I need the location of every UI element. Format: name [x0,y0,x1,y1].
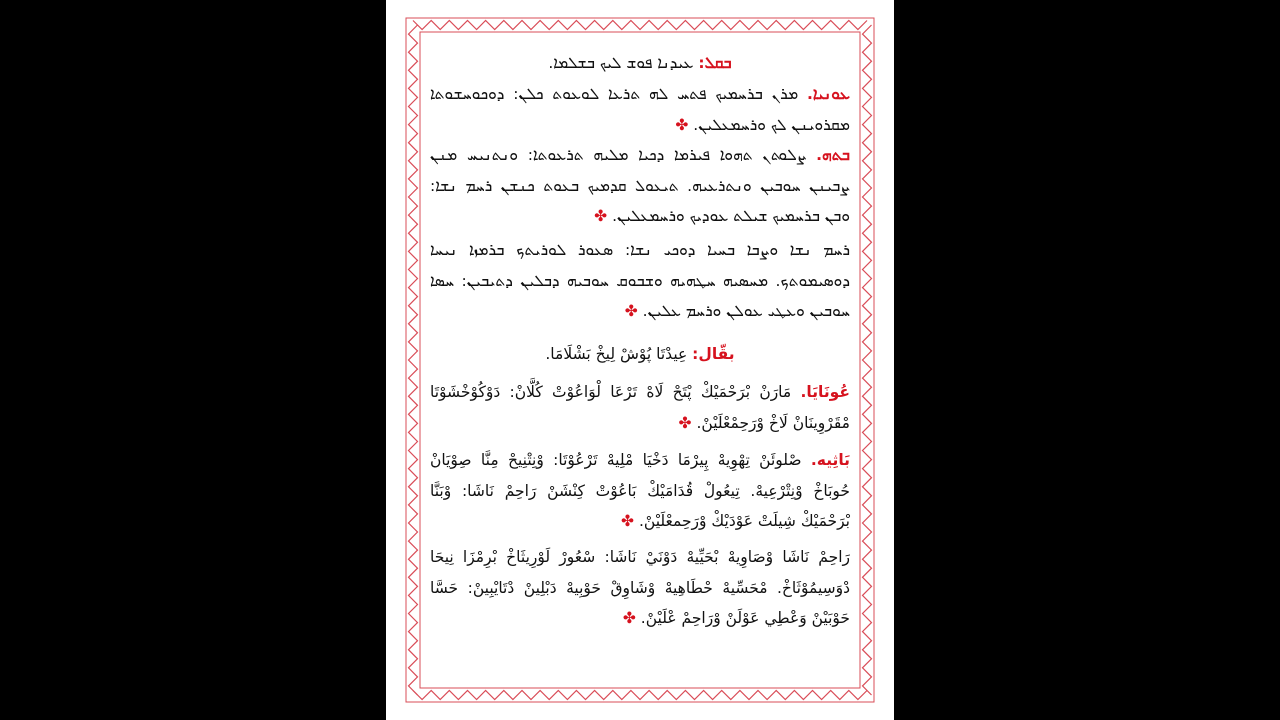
syriac-verse-1-text: ܡܪܢ ܒܪܚܡܝܟ ܦܬܚ ܠܗ ܬܪܥܐ ܠܘܥܘܬ ܟܠܢ: ܕܘܟܘܚܫܘܬܐ ܡܩܪܘܝܢܢ ܠܟ ܘܪܚܡܥܠܝܢ. [430,85,850,134]
garshuni-verse-2-label: بَاثِيه. [810,451,850,469]
garshuni-verse-2-text: صْلوئَنْ تِهْوِيهْ پِيرْمَا دَخْيَا مْلِيهْ تَرْعُوْتَا: وْنِتْنِيحْ مِنَّا صِوْيَانْ حُوبَاخْ وْنِتْرْعِيهْ. تِيعُولْ قُدَامَيْكْ بَاعُوْتْ كِنْشَنْ رَاحِمْ نَاشَا: وْبَنَّا بْرَحْمَيْكْ شِيلَتْ عَوْدَيْكْ وْرَحِمعْلَيْنْ. [430,451,850,530]
border-zigzag-left [409,25,418,695]
border-zigzag-bottom [413,691,867,700]
garshuni-verse-1 [430,377,850,438]
garshuni-verse-3-cross-icon: ✤ [622,609,636,627]
syriac-title-label: ܒܩܠ: [698,54,732,72]
syriac-verse-2-cross-icon: ✤ [594,207,608,225]
syriac-verse-3-cross-icon: ✤ [624,302,638,320]
syriac-verse-2-text: ܨܠܘܬܢ ܬܗܘܐ ܦܝܪܡܐ ܕܟܝܐ ܡܠܝܗ ܬܪܥܘܬܐ: ܘܢܬܢܝܚ ܡܢܢ ܨܒܝܢܢ ܚܘܒܝܢ ܘܢܬܪܥܝܗ. ܬܝܥܘܠ ܩܕܡܝܟ ܒܥܘܬ ܟܢܫܢ ܪܚܡ ܢܫܐ: ܘܒܢ ܒܪܚܡܝܟ ܫܝܠܬ ܥܘܕܝܟ ܘܪܚܡܥܠܝܢ. [430,146,850,225]
garshuni-title [430,339,850,370]
border-zigzag-top [413,21,867,30]
syriac-title-text: ܥܝܕܢܐ ܦܘܫ ܠܝܟ ܒܫܠܡܐ. [548,54,699,72]
syriac-verse-3 [430,235,850,327]
garshuni-verse-1-label: عُونَايَا. [800,383,850,401]
garshuni-title-text: عِيدْتَا پُوْشْ لِيخْ بَشْلَامَا. [545,345,693,363]
syriac-verse-1-label: ܥܘܢܝܐ. [807,85,850,103]
garshuni-title-label: بقّال: [692,345,735,363]
garshuni-verse-3-text: رَاحِمْ نَاشَا وْصَاوِيهْ بْحَيِّيهْ دَوْنَيْ نَاشَا: سْعُورْ لَوْرِيثَاخْ بْرِمْزَا نِيحَا دْوَسِيمُوْثَاخْ. مْحَسِّيهْ حْطَاهِيهْ وْشَاوِقْ حَوْبِيهْ دَبْلِينْ دْتَايْبِينْ: حَسَّا حَوْبَيْنْ وَعْطِي عَوْلَنْ وْرَاحِمْ عْلَيْنْ. [430,548,850,627]
syriac-verse-1 [430,79,850,140]
garshuni-verse-3 [430,542,850,634]
syriac-verse-2-label: ܒܬܗ. [816,146,850,164]
garshuni-verse-2-cross-icon: ✤ [621,512,635,530]
syriac-verse-3-text: ܪܚܡ ܢܫܐ ܘܨܒܐ ܒܚܝܐ ܕܘܟܝ ܢܫܐ: ܣܥܘܪ ܠܘܪܝܬܟ ܒܪܡܙܐ ܢܝܚܐ ܕܘܣܝܡܘܬܟ. ܡܚܣܝܗ ܚܛܗܝܗ ܘܫܒܘܩ ܚܘܒܝܗ ܕܒܠܝܢ ܕܬܝܒܝܢ: ܚܣܐ ܚܘܒܝܢ ܘܥܛܝ ܥܘܠܢ ܘܪܚܡ ܥܠܝܢ. [430,241,850,320]
garshuni-verse-1-text: مَارَنْ بْرَحْمَيْكْ پْتَحْ لَاهْ تَرْعَا لْوَاعُوْتْ كُلَّانْ: دَوْكُوْخْشَوْتَا مْقَرْوِينَانْ لَاخْ وْرَحِمْعْلَيْنْ. [430,383,850,432]
garshuni-verse-2 [430,445,850,537]
garshuni-verse-1-cross-icon: ✤ [678,413,692,432]
syriac-verse-2 [430,140,850,232]
syriac-verse-1-cross-icon: ✤ [675,115,689,134]
border-zigzag-right [863,25,872,695]
syriac-title [430,48,850,79]
document-page [386,0,894,720]
